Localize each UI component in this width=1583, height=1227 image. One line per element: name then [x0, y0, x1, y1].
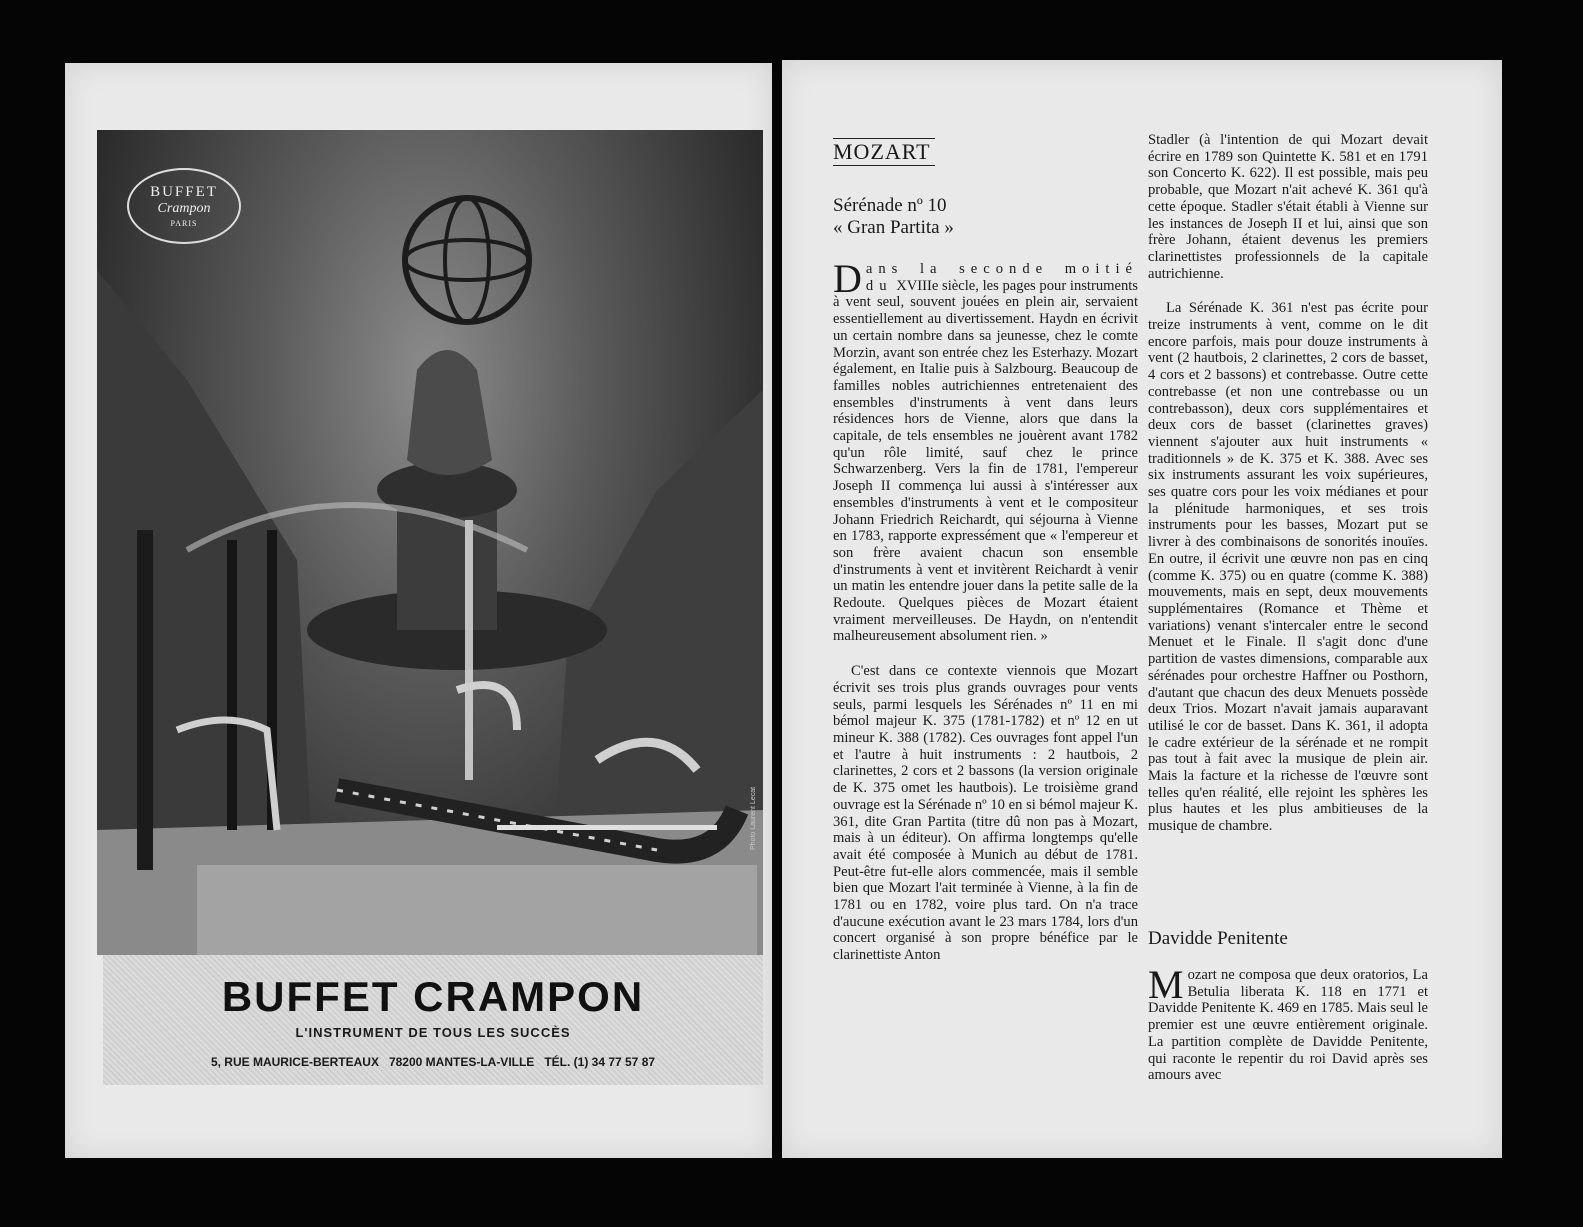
water-jet: [465, 520, 473, 780]
paragraph-intro: [833, 256, 1138, 645]
paragraph-k361: La Sérénade K. 361 n'est pas écrite pour treize instruments à vent, comme on le dit encore parfois, mais pour douze instruments à vent (2 hautbois, 2 clarinettes, 2 cors de basset, 4 cors et 2 bassons) et contrebasse. Outre cette contrebasse (et non une contrebasse ou un contrebasson), deux cors supplémentaires et deux cors de basset (clarinettes graves) viennent s'ajouter aux huit instruments « traditionnels » de K. 375 et K. 388. Avec ses six instruments assurant les voix supérieures, ses quatre cors pour les voix médianes et pour la plénitude harmoniques, et ses trois instruments pour les basses, Mozart put se livrer à des combinaisons de sonorités inouïes. En outre, il écrivit une œuvre non pas en cinq (comme K. 375) ou en quatre (comme K. 388) mouvements, mais en sept, deux mouvements supplémentaires (Romance et Thème et variations) venant s'intercaler entre le second Menuet et le Finale. Il s'agit donc d'une partition de vastes dimensions, comparable aux sérénades pour orchestre Haffner ou Posthorn, d'autant que chacun des deux Menuets possède deux Trios. Mozart n'avait jamais auparavant utilisé le cor de basset. Dans K. 361, il adopta le cadre extérieur de la sérénade et ne rompit pas tout à fait avec la musique de plein air. Mais la facture et la richesse de l'œuvre sont telles qu'en réalité, elle rejoint les sphères les plus hautes et les plus ambitieuses de la musique de chambre.: [1148, 300, 1428, 835]
paragraph-intro-first-line: ans la seconde moitié du: [865, 261, 1138, 294]
work-title: [833, 195, 954, 239]
article-column-1: [833, 256, 1138, 982]
right-page: [782, 60, 1502, 1158]
paragraph-davidde: [1148, 962, 1428, 1084]
armillary-globe: [405, 198, 529, 322]
stone-block: [197, 865, 757, 955]
paragraph-intro-body: XVIIIe siècle, les pages pour instruments à vent seul, souvent jouées en plein air, servaient essentiellement au divertissement. Haydn en écrivit un certain nombre dans sa jeunesse, chez le comte Morzin, avant son entrée chez les Esterhazy. Mozart également, en Italie puis à Salzbourg. Beaucoup de familles nobles autrichiennes entretenaient des ensembles d'instruments à vent dans leurs résidences hors de Vienne, alors que dans la capitale, de tels ensembles ne jouèrent avant 1782 qu'un rôle limité, sauf chez le prince Schwarzenberg. Vers la fin de 1781, l'empereur Joseph II commença lui aussi à s'intéresser aux ensembles d'instruments à vent et le compositeur Johann Friedrich Reichardt, qui séjourna à Vienne en 1783, rapporte expressément que « l'empereur et son frère avaient chacun son ensemble d'instruments à vent et invitèrent Reichardt à venir un matin les entendre jouer dans la petite salle de la Redoute. Quelques pièces de Mozart étaient vraiment merveilleuses. De Haydn, on n'entendit malheureusement absolument rien. »: [833, 277, 1138, 645]
logo-line-crampon: Crampon: [157, 201, 211, 216]
ad-photo: [97, 130, 763, 955]
globe-ring-horizontal: [405, 240, 529, 280]
logo-line-buffet: BUFFET: [150, 184, 218, 200]
photo-credit: Photo Laurent Lecat: [750, 786, 757, 850]
work-title-line2: « Gran Partita »: [833, 217, 954, 238]
logo-line-paris: PARIS: [170, 219, 198, 228]
article-column-2-section-2: [1148, 962, 1428, 1102]
drop-cap: D: [833, 256, 862, 301]
ad-address: 5, RUE MAURICE-BERTEAUX 78200 MANTES-LA-VILLE TÉL. (1) 34 77 57 87: [210, 1055, 656, 1069]
work-title-line1: Sérénade nº 10: [833, 195, 947, 216]
paragraph-davidde-body: ozart ne composa que deux oratorios, La Betulia liberata K. 118 en 1771 et Davidde Penitente K. 469 en 1785. Mais seul le premier est une œuvre entièrement originale. La partition complète de Davidde Penitente, qui raconte le repentir du roi David après ses amours avec: [1148, 967, 1428, 1084]
paragraph-context: C'est dans ce contexte viennois que Mozart écrivit ses trois plus grands ouvrages pour vents seuls, parmi lesquels les Sérénades nº 11 en mi bémol majeur K. 375 (1781-1782) et nº 12 en ut mineur K. 388 (1782). Ces ouvrages font appel l'un et l'autre à huit instruments : 2 hautbois, 2 clarinettes, 2 cors et 2 bassons (la version originale de K. 375 omet les hautbois). Le troisième grand ouvrage est la Sérénade nº 10 en si bémol majeur K. 361, dite Gran Partita (titre dû non pas à Mozart, mais à un éditeur). On affirma longtemps qu'elle avait été composée à Munich au début de 1781. Peut-être fut-elle alors commencée, mais il semble bien que Mozart l'ait terminée à Vienne, à la fin de 1781 ou en 1782, voire plus tard. On n'a trace d'aucune exécution avant le 23 mars 1784, lors d'un concert organisé à son propre bénéfice par le clarinettiste Anton: [833, 663, 1138, 964]
drop-cap-m: M: [1148, 962, 1184, 1007]
advertisement: [97, 130, 763, 1085]
ad-tagline: L'INSTRUMENT DE TOUS LES SUCCÈS: [295, 1025, 571, 1040]
ad-footer: [103, 955, 763, 1085]
bassoon-instrument: [137, 530, 153, 870]
article-column-2: [1148, 132, 1428, 853]
fountain-illustration: [97, 130, 763, 955]
globe-ring-vertical: [445, 198, 489, 322]
paragraph-stadler: Stadler (à l'intention de qui Mozart devait écrire en 1789 son Quintette K. 581 et en 1791 son Concerto K. 622). Il est possible, mais peu probable, que Mozart n'ait achevé K. 361 qu'à cette époque. Stadler s'était établi à Vienne sur les instances de Joseph II et lui, ainsi que son frère Johann, étaient devenus les premiers clarinettistes professionnels de la capitale autrichienne.: [1148, 132, 1428, 282]
left-page: [65, 63, 772, 1158]
ad-brand-name: BUFFET CRAMPON: [221, 973, 645, 1020]
composer-heading: MOZART: [833, 138, 935, 166]
clarinet-instrument: [227, 540, 237, 830]
section-heading-davidde: Davidde Penitente: [1148, 928, 1288, 949]
statue-figures: [407, 350, 492, 475]
brand-logo: [127, 168, 241, 244]
flute-instrument: [497, 825, 717, 830]
